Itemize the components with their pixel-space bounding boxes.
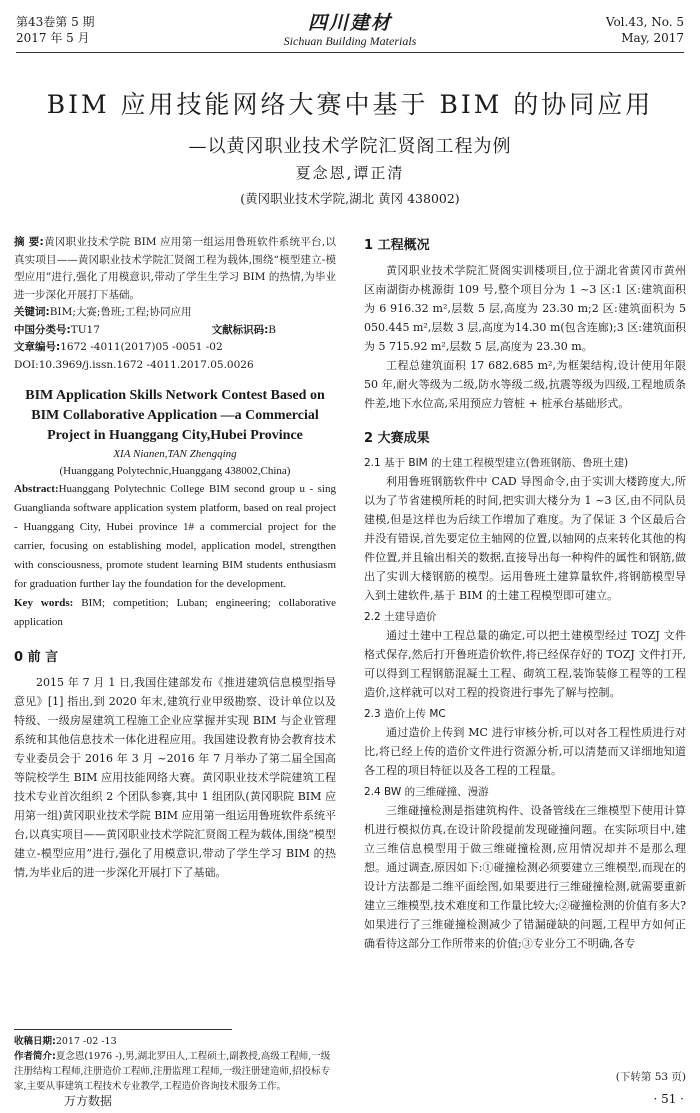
footnote [14,1034,336,1094]
right-column [364,234,686,953]
abstract-cn [14,234,336,304]
keywords-cn [14,304,336,322]
paper-affiliation: (黄冈职业技术学院,湖北 黄冈 438002) [240,191,460,206]
doc-code [212,322,276,340]
section-2-heading: 2 大赛成果 [364,431,430,446]
author-bio-text: 夏念恩(1976 -),男,湖北罗田人,工程硕士,副教授,高级工程师,一级注册结构工程师,注册造价工程师,注册监理工程师,一级注册建造师,招投标专家,主要从事建筑工程技术专业教学,工程造价咨询技术服务工作。 [14,1051,331,1092]
section-2-2-paragraph: 通过土建中工程总量的确定,可以把土建模型经过 TOZJ 文件格式保存,然后打开鲁班造价软件,将已经保存好的 TOZJ 文件打开,可以得到工程钢筋混凝土工程、砌筑工程,装饰装修工程等的工程造价,这样就可以对工程的投资进行事先了解与控制。 [364,629,686,699]
journal-masthead [16,12,684,48]
section-2-3-heading: 2.3 造价上传 MC [364,708,446,720]
abstract-label: 摘 要: [14,236,44,248]
header-right [606,14,684,46]
english-abstract-label: Abstract: [14,483,59,495]
section-2-1-paragraph: 利用鲁班钢筋软件中 CAD 导图命令,由于实训大楼跨度大,所以为了节省建模所耗的时间,把实训大楼分为 1 ~3 区,由不同队员建模,但是这样也为后续工作增加了难度。为了保证 3 个区最后合并没有错误,首先要定位主轴网的位置,以轴网的点来转化其他的构件位置,并且输出相关的数据,直接导出每一种构件的属性和钢筋,做出了实训大楼钢筋的模型。运用鲁班土建算量软件,将钢筋模型导入到土建软件,基于 BIM 的土建工程模型即可建立。 [364,475,686,602]
article-number [14,339,336,357]
date-en: May, 2017 [621,31,684,45]
continued-note: (下转第 53 页) [615,1071,686,1083]
journal-logo: 四川建材 [307,12,392,34]
section-1-paragraph-2: 工程总建筑面积 17 682.685 m²,为框架结构,设计使用年限 50 年,耐火等级为二级,防水等级二级,抗震等级为四级,工程地质条件差,地下水位高,采用预应力管桩 + 桩承台基础形式。 [364,359,686,410]
english-keywords-label: Key words: [14,597,74,609]
left-column [14,234,336,882]
paper-authors: 夏念恩,谭正清 [295,164,405,182]
english-abstract-text: Huanggang Polytechnic College BIM second group u - sing Guanglianda software application system platform, based on real project - Huanggang City, Hubei province 1# a commercial project for the carrier, focusing on establishing model, application model, strengthen with consciousness, promote student learning BIM students enthusiasm for graduation further lay the foundation for the development. [14,483,336,590]
metadata-block [14,304,336,374]
author-bio-label: 作者简介: [14,1051,56,1062]
english-keywords-text: BIM; competition; Luban; engineering; collaborative application [14,597,337,628]
keywords-text: BIM;大赛;鲁班;工程;协同应用 [49,306,192,318]
date-cn: 2017 年 5 月 [16,31,90,45]
article-no-text: 1672 -4011(2017)05 -0051 -02 [60,341,223,353]
issue-en: Vol.43, No. 5 [605,15,684,29]
section-2-4-paragraph: 三维碰撞检测是指建筑构件、设备管线在三维模型下使用计算机进行模拟仿真,在设计阶段提前发现碰撞问题。在实际项目中,建立三维信息模型用于做三维碰撞检测,应用情况却并不是那么理想。通过调查,原因如下:①碰撞检测必须要建立三维模型,而现在的设计方法都是二维平面绘图,如果要进行三维碰撞检测,就需要重新建立三维模型,技术难度和工作量比较大;②碰撞检测的价值有多大?如果进行了三维碰撞检测减少了错漏碰缺的问题,工程甲方如何正确看待这部分工作所带来的价值;③专业分工不明确,各专 [364,804,686,950]
section-2-2-heading: 2.2 土建导造价 [364,611,437,623]
section-2-4-heading: 2.4 BW 的三维碰撞、漫游 [364,786,489,798]
page-number: · 51 · [653,1092,684,1106]
section-0-heading: 0 前 言 [14,650,59,665]
doi: DOI:10.3969/j.issn.1672 -4011.2017.05.0026 [14,358,254,371]
article-no-label: 文章编号: [14,341,61,353]
received-text: 2017 -02 -13 [55,1036,117,1047]
english-abstract [14,480,336,594]
doc-code-label: 文献标识码: [211,323,269,336]
english-affiliation: (Huanggang Polytechnic,Huanggang 438002,China) [59,465,291,477]
doc-code-text: B [268,323,276,336]
clc [14,322,100,340]
section-2-3-paragraph: 通过造价上传到 MC 进行审核分析,可以对各工程性质进行对比,将已经上传的造价文件进行资源分析,可以清楚而又详细地知道各工程的项目特征以及各工程的工程量。 [364,726,686,777]
paper-title: BIM 应用技能网络大赛中基于 BIM 的协同应用 [46,90,654,119]
section-0-paragraph: 2015 年 7 月 1 日,我国住建部发布《推进建筑信息模型指导意见》[1] 指出,到 2020 年末,建筑行业甲级勘察、设计单位以及特级、一级房屋建筑工程施工企业应掌握并实现 BIM 与企业管理系统和其他信息技术一体化进程应用。我国建设教育协会教育技术专业委员会于 2016 年 3 月 ~2016 年 7 月举办了第二届全国高等院校学生 BIM 应用技能网络大赛。黄冈职业技术学院建筑工程技术专业首次组织 2 个团队参赛,其中 1 组团队(黄冈职院 BIM 应用第一组)黄冈职业技术学院 BIM 应用第一组运用鲁班软件系统平台,以真实项目——黄冈职业技术学院汇贤阁工程为载体,围绕“模型建立-模型应用”进行,强化了用模意识,带动了学生学习 BIM 的热情,为毕业后的进一步深化开展打下了基础。 [14,676,336,879]
footnote-divider [14,1029,232,1030]
journal-name-en: Sichuan Building Materials [283,34,417,48]
author-bio [14,1049,336,1094]
english-authors: XIA Nianen,TAN Zhengqing [113,448,237,460]
clc-text: TU17 [70,323,100,336]
english-title: BIM Application Skills Network Contest Based on BIM Collaborative Application —a Commercial Project in Huanggang City,Hubei Province [25,388,325,443]
section-1-paragraph-1: 黄冈职业技术学院汇贤阁实训楼项目,位于湖北省黄冈市黄州区南湖街办桃源街 109 号,整个项目分为 1 ~3 区:1 区:建筑面积为 6 916.32 m²,层数 5 层,高度为 23.30 m;2 区:建筑面积为 5 050.445 m²,层数 3 层,高度为14.30 m(包含连廊);3 区:建筑面积为 5 715.92 m²,层数 5 层,高度为 23.30 m。 [364,264,686,353]
clc-label: 中国分类号: [14,323,71,336]
database-watermark: 万方数据 [64,1094,113,1108]
received-label: 收稿日期: [14,1036,56,1047]
section-2-1-heading: 2.1 基于 BIM 的土建工程模型建立(鲁班钢筋、鲁班土建) [364,457,629,469]
english-keywords [14,594,336,632]
abstract-text: 黄冈职业技术学院 BIM 应用第一组运用鲁班软件系统平台,以真实项目——黄冈职业技术学院汇贤阁工程为载体,围绕“模型建立-模型应用”进行,强化了用模意识,带动了学生生学习 BIM 的热情,为毕业进一步深化开展打下基础。 [14,236,336,301]
paper-subtitle: —以黄冈职业技术学院汇贤阁工程为例 [188,136,512,157]
issue-cn: 第43卷第 5 期 [16,15,95,29]
received-date [14,1034,336,1049]
keywords-label: 关键词: [14,306,50,318]
running-header [16,12,684,53]
section-1-heading: 1 工程概况 [364,238,430,253]
classification-row [14,322,336,340]
